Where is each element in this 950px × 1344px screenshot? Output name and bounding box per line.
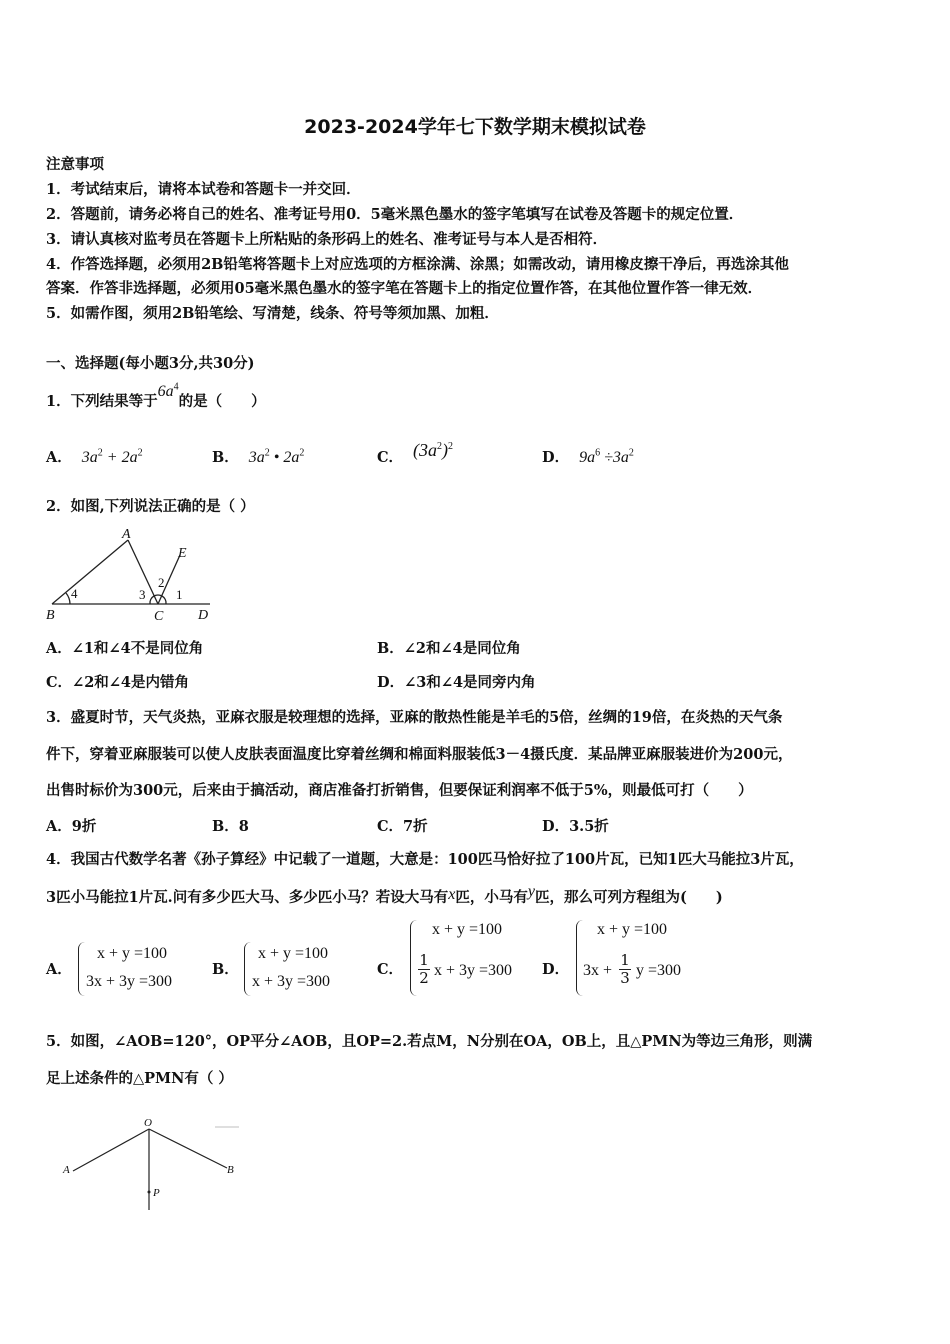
label-o: O (144, 1117, 152, 1129)
angle-1-arc (162, 596, 166, 604)
question-3-option-a[interactable]: A．9折 (46, 818, 97, 835)
notice-item: 4．作答选择题，必须用2B铅笔将答题卡上对应选项的方框涂满、涂黑；如需改动，请用橡皮擦干净后，再选涂其他 (46, 256, 789, 273)
label-e: E (178, 546, 187, 561)
question-2-option-b[interactable]: B．∠2和∠4是同位角 (377, 640, 521, 657)
question-2-option-a[interactable]: A．∠1和∠4不是同位角 (46, 640, 204, 657)
label-b: B (46, 608, 55, 623)
fraction: 1 2 (419, 951, 429, 987)
question-5-stem-line: 足上述条件的△PMN有（ ） (46, 1070, 233, 1087)
question-2-figure (40, 525, 220, 625)
line-ab (52, 540, 128, 604)
angle-2-arc (154, 595, 162, 596)
notice-item: 答案．作答非选择题，必须用05毫米黑色墨水的签字笔在答题卡上的指定位置作答，在其他位置作答一律无效． (46, 280, 763, 297)
equation: x + y =100 (258, 945, 329, 962)
ray-ob (149, 1129, 227, 1168)
label-a: A (122, 527, 131, 542)
question-3-option-c[interactable]: C．7折 (377, 818, 428, 835)
brace (576, 920, 583, 996)
question-1-stem: 1．下列结果等于$6a^4$的是（ ） (46, 381, 266, 410)
label-c: C (154, 609, 164, 624)
brace (410, 920, 417, 996)
question-4-option-c-label[interactable]: C． (377, 961, 404, 978)
question-1-option-c[interactable]: C． $(3a^2)^2$ (377, 440, 454, 466)
ray-oa (73, 1129, 149, 1171)
point-p (148, 1191, 151, 1194)
question-4-option-b-label[interactable]: B． (212, 961, 239, 978)
label-a: A (63, 1164, 70, 1176)
question-4-stem-line: 3匹小马能拉1片瓦.问有多少匹大马、多少匹小马？若设大马有x匹，小马有y匹，那么可列方程组为( ) (46, 883, 723, 906)
question-3-stem-line: 3．盛夏时节，天气炎热，亚麻衣服是较理想的选择，亚麻的散热性能是羊毛的5倍，丝绸的19倍，在炎热的天气条 (46, 709, 783, 726)
question-3-option-d[interactable]: D．3.5折 (542, 818, 609, 835)
question-3-stem-line: 件下，穿着亚麻服装可以使人皮肤表面温度比穿着丝绸和棉面料服装低3－4摄氏度．某品牌亚麻服装进价为200元， (46, 746, 793, 763)
question-2-option-c[interactable]: C．∠2和∠4是内错角 (46, 674, 190, 691)
notice-item: 1．考试结束后，请将本试卷和答题卡一并交回． (46, 181, 361, 198)
notice-item: 3．请认真核对监考员在答题卡上所粘贴的条形码上的姓名、准考证号与本人是否相符． (46, 231, 608, 248)
notice-heading: 注意事项 (46, 156, 104, 173)
notice-item: 2．答题前，请务必将自己的姓名、准考证号用0．5毫米黑色墨水的签字笔填写在试卷及答题卡的规定位置． (46, 206, 744, 223)
question-2-option-d[interactable]: D．∠3和∠4是同旁内角 (377, 674, 536, 691)
notice-item: 5．如需作图，须用2B铅笔绘、写清楚，线条、符号等须加黑、加粗． (46, 305, 499, 322)
equation: 3x + 3y =300 (86, 973, 173, 990)
question-3-option-b[interactable]: B．8 (212, 818, 249, 835)
question-5-figure (55, 1115, 255, 1225)
equation: 3x + (583, 962, 613, 979)
question-4-option-a-label[interactable]: A． (46, 961, 72, 978)
question-3-stem-line: 出售时标价为300元，后来由于搞活动，商店准备打折销售，但要保证利润率不低于5%，则最低可打（ ） (46, 782, 753, 799)
question-1-option-b[interactable]: B． $3a^2$ • $2a^2$ (212, 447, 305, 466)
angle-1-label: 1 (176, 587, 183, 602)
equation: x + y =100 (432, 921, 503, 938)
label-b: B (227, 1164, 234, 1176)
angle-2-label: 2 (158, 575, 165, 590)
section-heading: 一、选择题(每小题3分,共30分) (46, 355, 255, 372)
question-2-stem: 2．如图,下列说法正确的是（ ） (46, 498, 255, 515)
equation: x + y =100 (97, 945, 168, 962)
angle-3-label: 3 (139, 587, 146, 602)
equation: x + 3y =300 (252, 973, 331, 990)
question-1-option-d[interactable]: D． $9a^6 \div 3a^2$ (542, 447, 634, 466)
question-4-option-d-label[interactable]: D． (542, 961, 570, 978)
angle-4-label: 4 (71, 586, 78, 601)
brace (78, 942, 85, 996)
question-5-stem-line: 5．如图，∠AOB=120°，OP平分∠AOB，且OP=2.若点M，N分别在OA，OB上，且△PMN为等边三角形，则满 (46, 1033, 813, 1050)
brace (244, 942, 251, 996)
equation: x + y =100 (597, 921, 668, 938)
equation: y =300 (636, 962, 682, 979)
equation: x + 3y =300 (434, 962, 513, 979)
fraction: 1 3 (620, 951, 630, 987)
angle-3-arc (150, 596, 154, 604)
page-title: 2023-2024学年七下数学期末模拟试卷 (304, 116, 646, 138)
angle-4-arc (66, 593, 70, 604)
label-d: D (198, 608, 209, 623)
question-1-option-a[interactable]: A． $3a^2 + 2a^2$ (46, 447, 143, 466)
question-4-stem-line: 4．我国古代数学名著《孙子算经》中记载了一道题，大意是：100匹马恰好拉了100片瓦，已知1匹大马能拉3片瓦， (46, 851, 804, 868)
label-p: P (153, 1187, 160, 1199)
